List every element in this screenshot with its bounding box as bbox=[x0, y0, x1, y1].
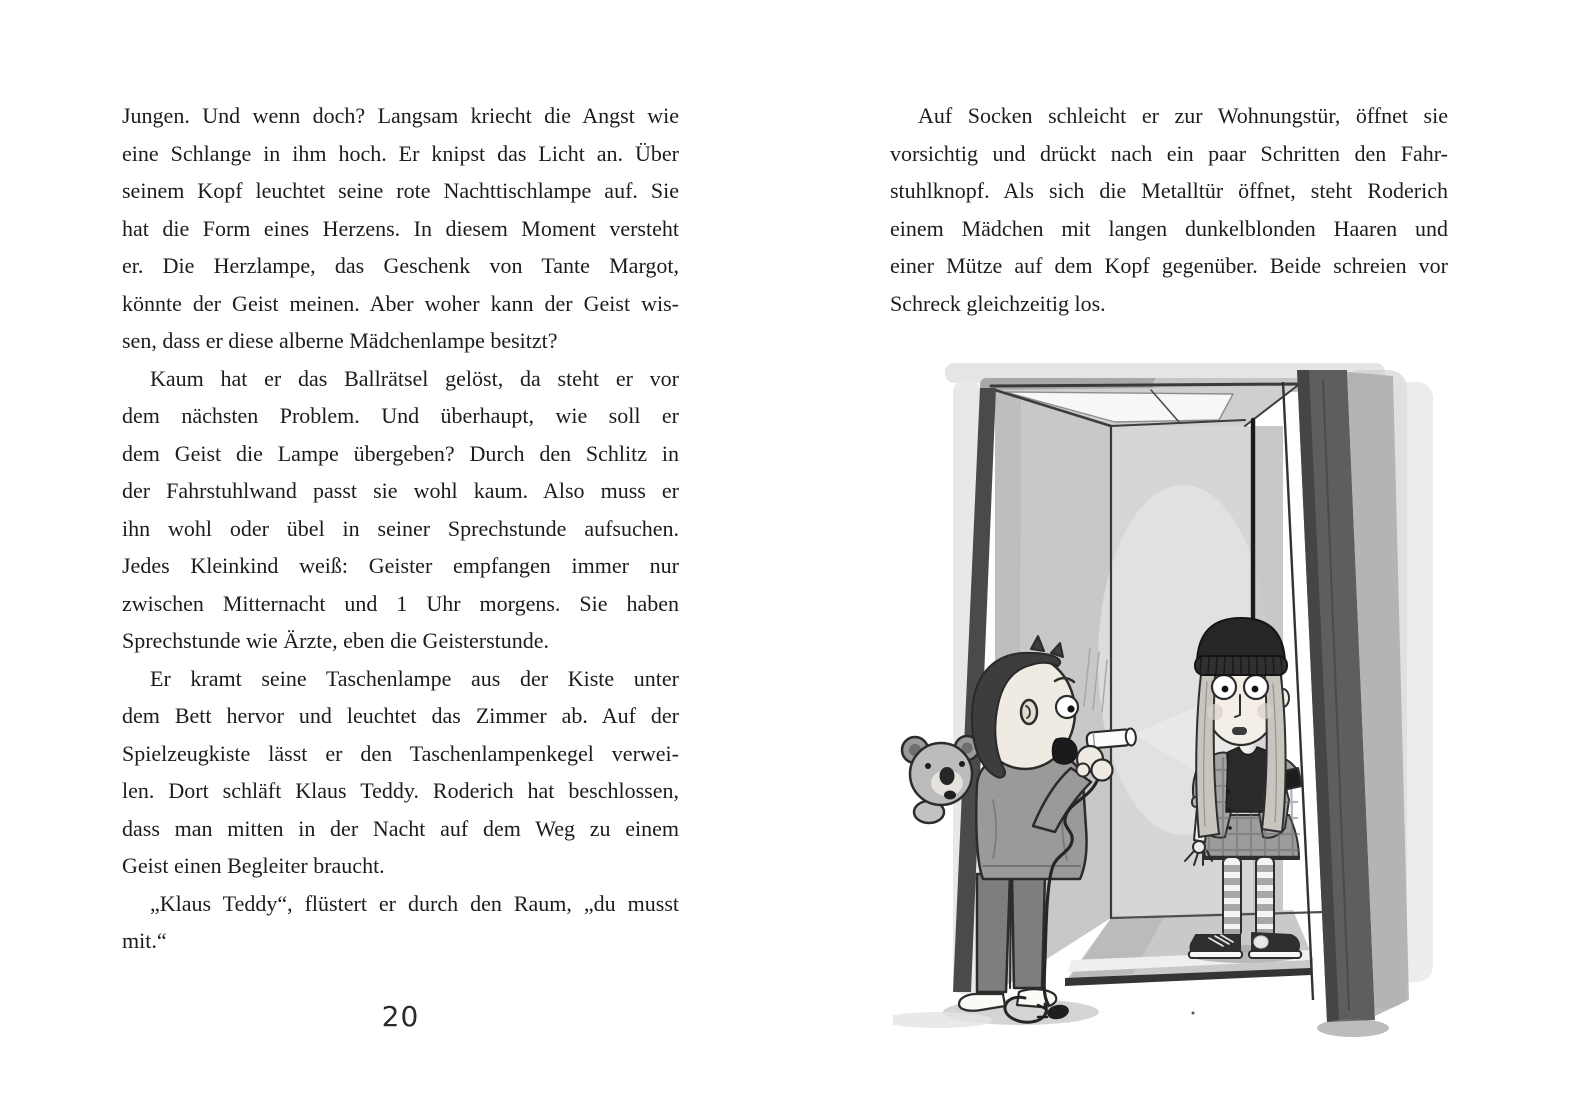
text-line: ihn wohl oder übel in seiner Sprechstunde aufsuchen. bbox=[122, 515, 679, 541]
boy-eye bbox=[1056, 696, 1078, 718]
text-line: Jungen. Und wenn doch? Langsam kriecht die Angst wie bbox=[122, 103, 679, 128]
girl-mouth bbox=[1232, 727, 1247, 735]
text-line: mit.“ bbox=[122, 928, 167, 953]
text-line: Jedes Kleinkind weiß: Geister empfangen immer nur bbox=[122, 553, 679, 578]
text-line: einem Mädchen mit langen dunkelblonden Haaren und bbox=[890, 215, 1448, 241]
paragraph bbox=[122, 97, 679, 360]
text-line: „Klaus Teddy“, flüstert er durch den Raum, „du musst bbox=[150, 890, 679, 916]
text-line: Spielzeugkiste lässt er den Taschenlampenkegel verwei- bbox=[122, 740, 679, 766]
text-line: hat die Form eines Herzens. In diesem Moment versteht bbox=[122, 215, 679, 241]
text-line: Kaum hat er das Ballrätsel gelöst, da steht er vor bbox=[150, 365, 679, 391]
right-page-text bbox=[890, 97, 1448, 322]
text-line: Schreck gleichzeitig los. bbox=[890, 290, 1106, 316]
text-line: Auf Socken schleicht er zur Wohnungstür, öffnet sie bbox=[918, 103, 1448, 128]
text-line: sen, dass er diese alberne Mädchenlampe besitzt? bbox=[122, 328, 558, 353]
text-line: der Fahrstuhlwand passt sie wohl kaum. Also muss er bbox=[122, 478, 679, 503]
boy-pants bbox=[977, 874, 1010, 992]
text-line: eine Schlange in ihm hoch. Er knipst das Licht an. Über bbox=[122, 140, 679, 166]
text-line: seinem Kopf leuchtet seine rote Nachttischlampe auf. Sie bbox=[122, 178, 679, 203]
paragraph bbox=[122, 360, 679, 660]
text-line: vorsichtig und drückt nach ein paar Schritten den Fahr- bbox=[890, 140, 1448, 166]
text-line: einer Mütze auf dem Kopf gegenüber. Beide schreien vor bbox=[890, 253, 1448, 278]
text-line: Er kramt seine Taschenlampe aus der Kiste unter bbox=[150, 665, 679, 691]
text-line: könnte der Geist meinen. Aber woher kann der Geist wis- bbox=[122, 290, 679, 316]
text-line: dem Bett hervor und leuchtet das Zimmer ab. Auf der bbox=[122, 703, 679, 728]
elevator-illustration bbox=[893, 360, 1438, 1060]
paragraph bbox=[890, 97, 1448, 322]
text-line: dass man mitten in der Nacht auf dem Weg zu einem bbox=[122, 815, 679, 841]
text-line: len. Dort schläft Klaus Teddy. Roderich hat beschlossen, bbox=[122, 778, 679, 803]
left-page-text bbox=[122, 97, 679, 960]
boy-sock-left bbox=[959, 994, 1005, 1011]
paragraph bbox=[122, 660, 679, 885]
text-line: dem Geist die Lampe übergeben? Durch den Schlitz in bbox=[122, 440, 679, 466]
text-line: Sprechstunde wie Ärzte, eben die Geisterstunde. bbox=[122, 628, 550, 653]
text-line: er. Die Herzlampe, das Geschenk von Tante Margot, bbox=[122, 253, 679, 278]
text-line: zwischen Mitternacht und 1 Uhr morgens. Sie haben bbox=[122, 590, 679, 616]
paragraph bbox=[122, 885, 679, 960]
teddy-nose bbox=[940, 767, 955, 785]
text-line: Geist einen Begleiter braucht. bbox=[122, 853, 385, 878]
page-number: 20 bbox=[381, 1000, 420, 1033]
boy-mouth bbox=[1052, 738, 1077, 764]
text-line: dem nächsten Problem. Und überhaupt, wie soll er bbox=[122, 403, 679, 428]
text-line: stuhlknopf. Als sich die Metalltür öffnet, steht Roderich bbox=[890, 178, 1448, 203]
